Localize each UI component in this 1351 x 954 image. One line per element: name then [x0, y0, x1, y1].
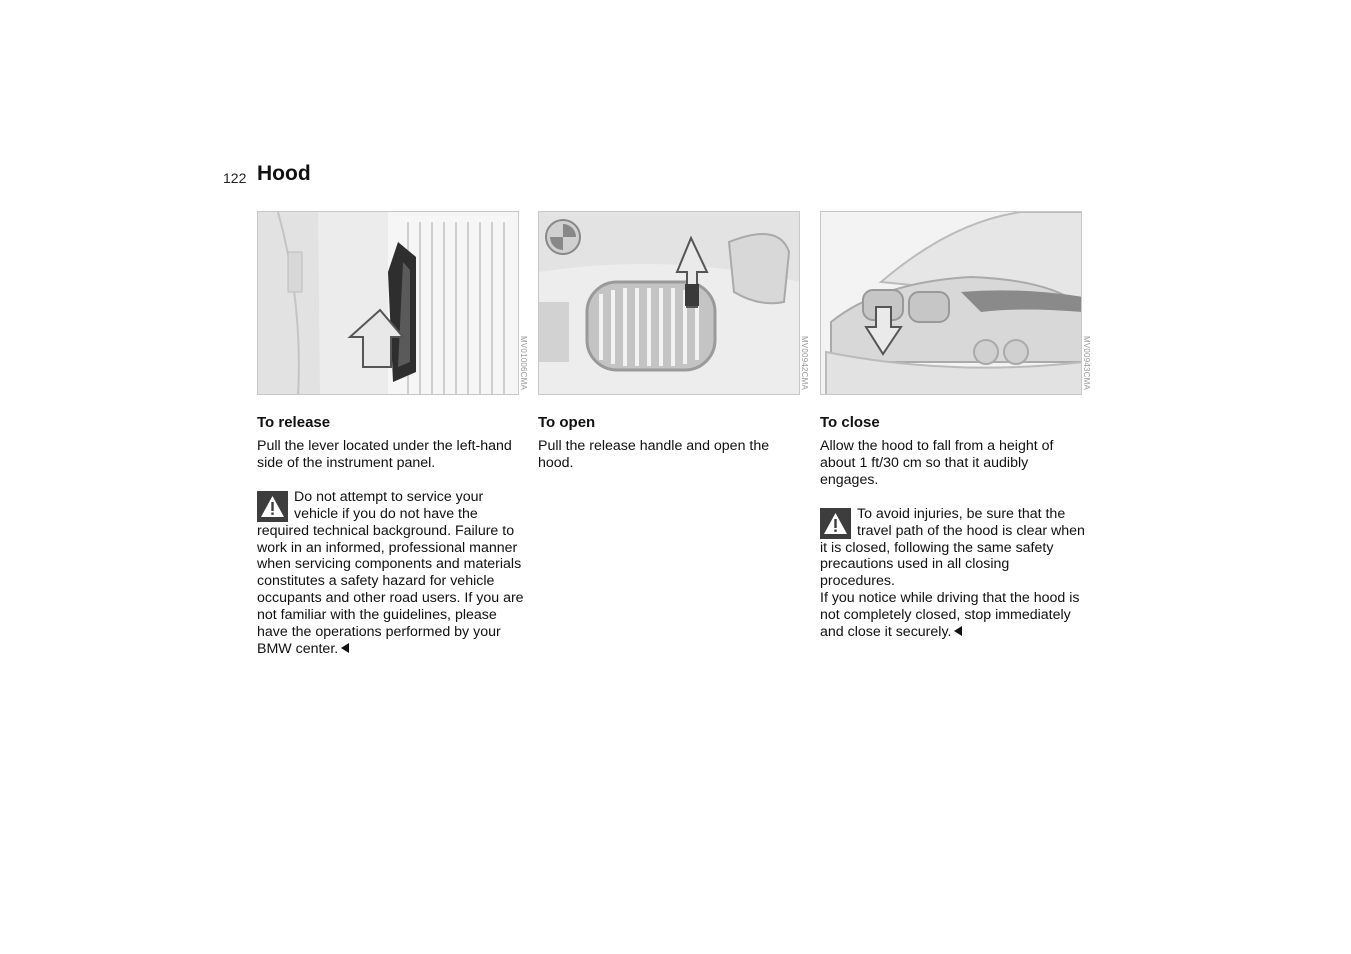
close-body: Allow the hood to fall from a height of about 1 ft/30 cm so that it audibly engages.: [820, 438, 1054, 488]
figure-open-handle: [538, 211, 800, 395]
figure-code: MV00943CMA: [1082, 336, 1091, 391]
end-mark-icon: [954, 626, 962, 636]
figure-code: MV01006CMA: [519, 336, 528, 391]
figure-close-hood: [820, 211, 1082, 395]
release-warning-text: Do not attempt to service your vehicle if you do not have the required technical background. Failure to work in an informed, professional manner when servicing components and materials constitutes a safety hazard for vehicle occupants and other road users. If you are not familiar with the guidelines, please have the operations performed by your BMW center.: [257, 488, 524, 657]
open-body: Pull the release handle and open the hood.: [538, 438, 770, 471]
section-release: [257, 414, 525, 658]
warning-icon: [820, 508, 851, 539]
warning-icon: [257, 491, 288, 522]
release-body: Pull the lever located under the left-hand side of the instrument panel.: [257, 438, 512, 471]
heading-open: To open: [538, 414, 596, 431]
figure-code: MV00942CMA: [800, 336, 809, 391]
close-warning-text-2: If you notice while driving that the hood is not completely closed, stop immediately and close it securely.: [820, 590, 1080, 641]
heading-release: To release: [257, 414, 331, 431]
page-title: Hood: [257, 162, 311, 185]
heading-close: To close: [820, 414, 880, 431]
section-open: [538, 414, 800, 472]
end-mark-icon: [341, 643, 349, 653]
section-close: [820, 414, 1088, 641]
figure-release-lever: [257, 211, 519, 395]
release-warning: [257, 489, 525, 658]
close-warning-text: To avoid injuries, be sure that the travel path of the hood is clear when it is closed, following the same safety precautions used in all closing procedures.: [820, 505, 1085, 590]
close-warning: [820, 506, 1088, 641]
page-number: 122: [223, 170, 247, 186]
